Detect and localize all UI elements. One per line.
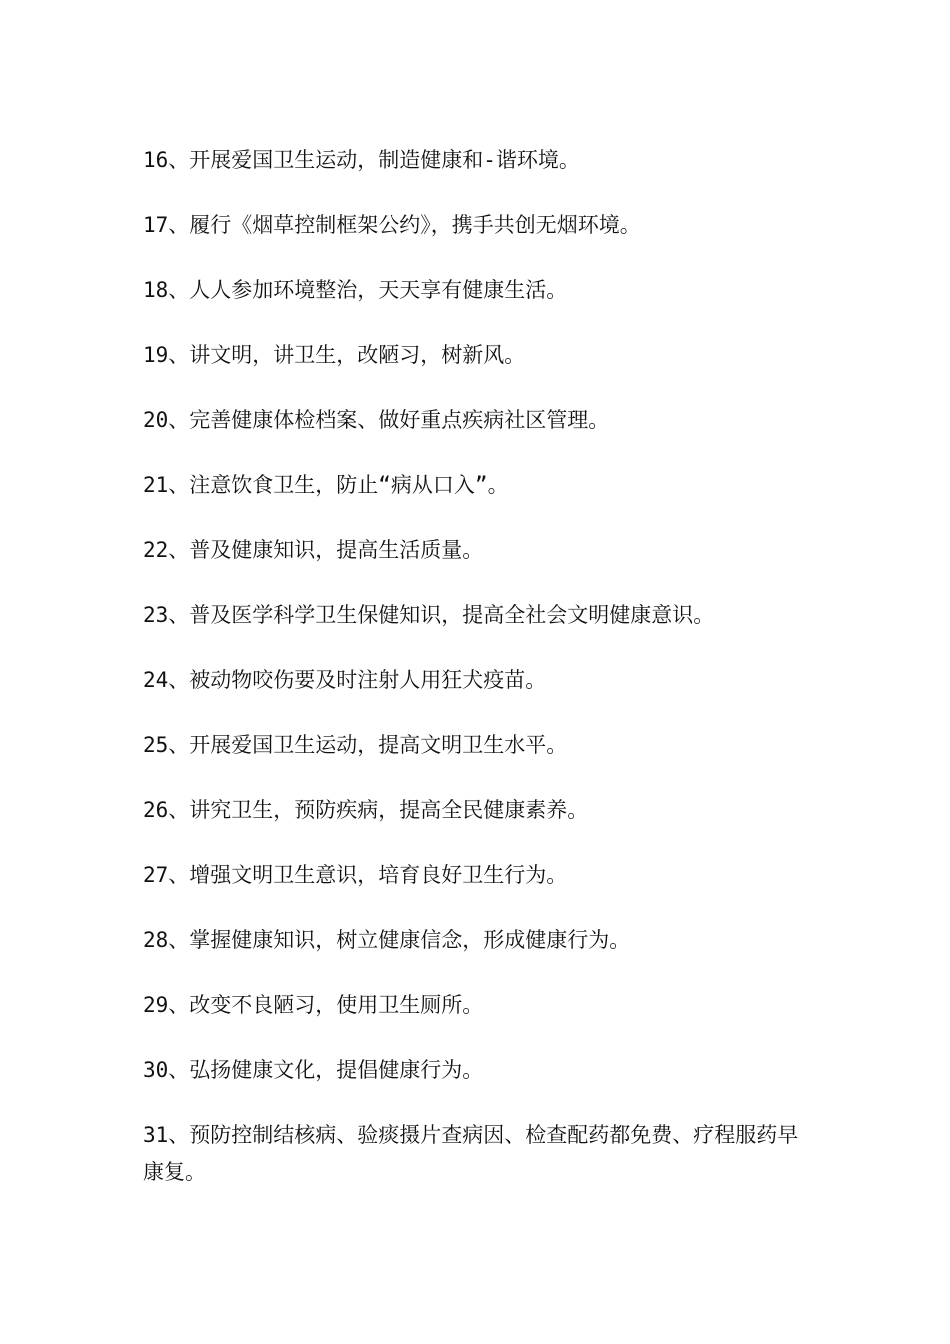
list-item: 30、弘扬健康文化，提倡健康行为。 [143, 1058, 484, 1082]
list-item: 17、履行《烟草控制框架公约》，携手共创无烟环境。 [143, 213, 641, 237]
list-item: 28、掌握健康知识，树立健康信念，形成健康行为。 [143, 928, 631, 952]
list-item: 21、注意饮食卫生，防止“病从口入”。 [143, 473, 509, 497]
slogan-list [143, 146, 813, 1228]
list-item: 25、开展爱国卫生运动，提高文明卫生水平。 [143, 733, 568, 757]
list-item: 19、讲文明，讲卫生，改陋习，树新风。 [143, 343, 526, 367]
list-item: 22、普及健康知识，提高生活质量。 [143, 538, 484, 562]
list-item: 23、普及医学科学卫生保健知识，提高全社会文明健康意识。 [143, 603, 715, 627]
list-item: 24、被动物咬伤要及时注射人用狂犬疫苗。 [143, 668, 547, 692]
list-item: 16、开展爱国卫生运动，制造健康和-谐环境。 [143, 148, 580, 172]
list-item: 18、人人参加环境整治，天天享有健康生活。 [143, 278, 568, 302]
list-item: 27、增强文明卫生意识，培育良好卫生行为。 [143, 863, 568, 887]
list-item: 20、完善健康体检档案、做好重点疾病社区管理。 [143, 408, 610, 432]
list-item: 29、改变不良陋习，使用卫生厕所。 [143, 993, 484, 1017]
list-item: 31、预防控制结核病、验痰摄片查病因、检查配药都免费、疗程服药早康复。 [143, 1123, 799, 1184]
list-item: 26、讲究卫生，预防疾病，提高全民健康素养。 [143, 798, 589, 822]
